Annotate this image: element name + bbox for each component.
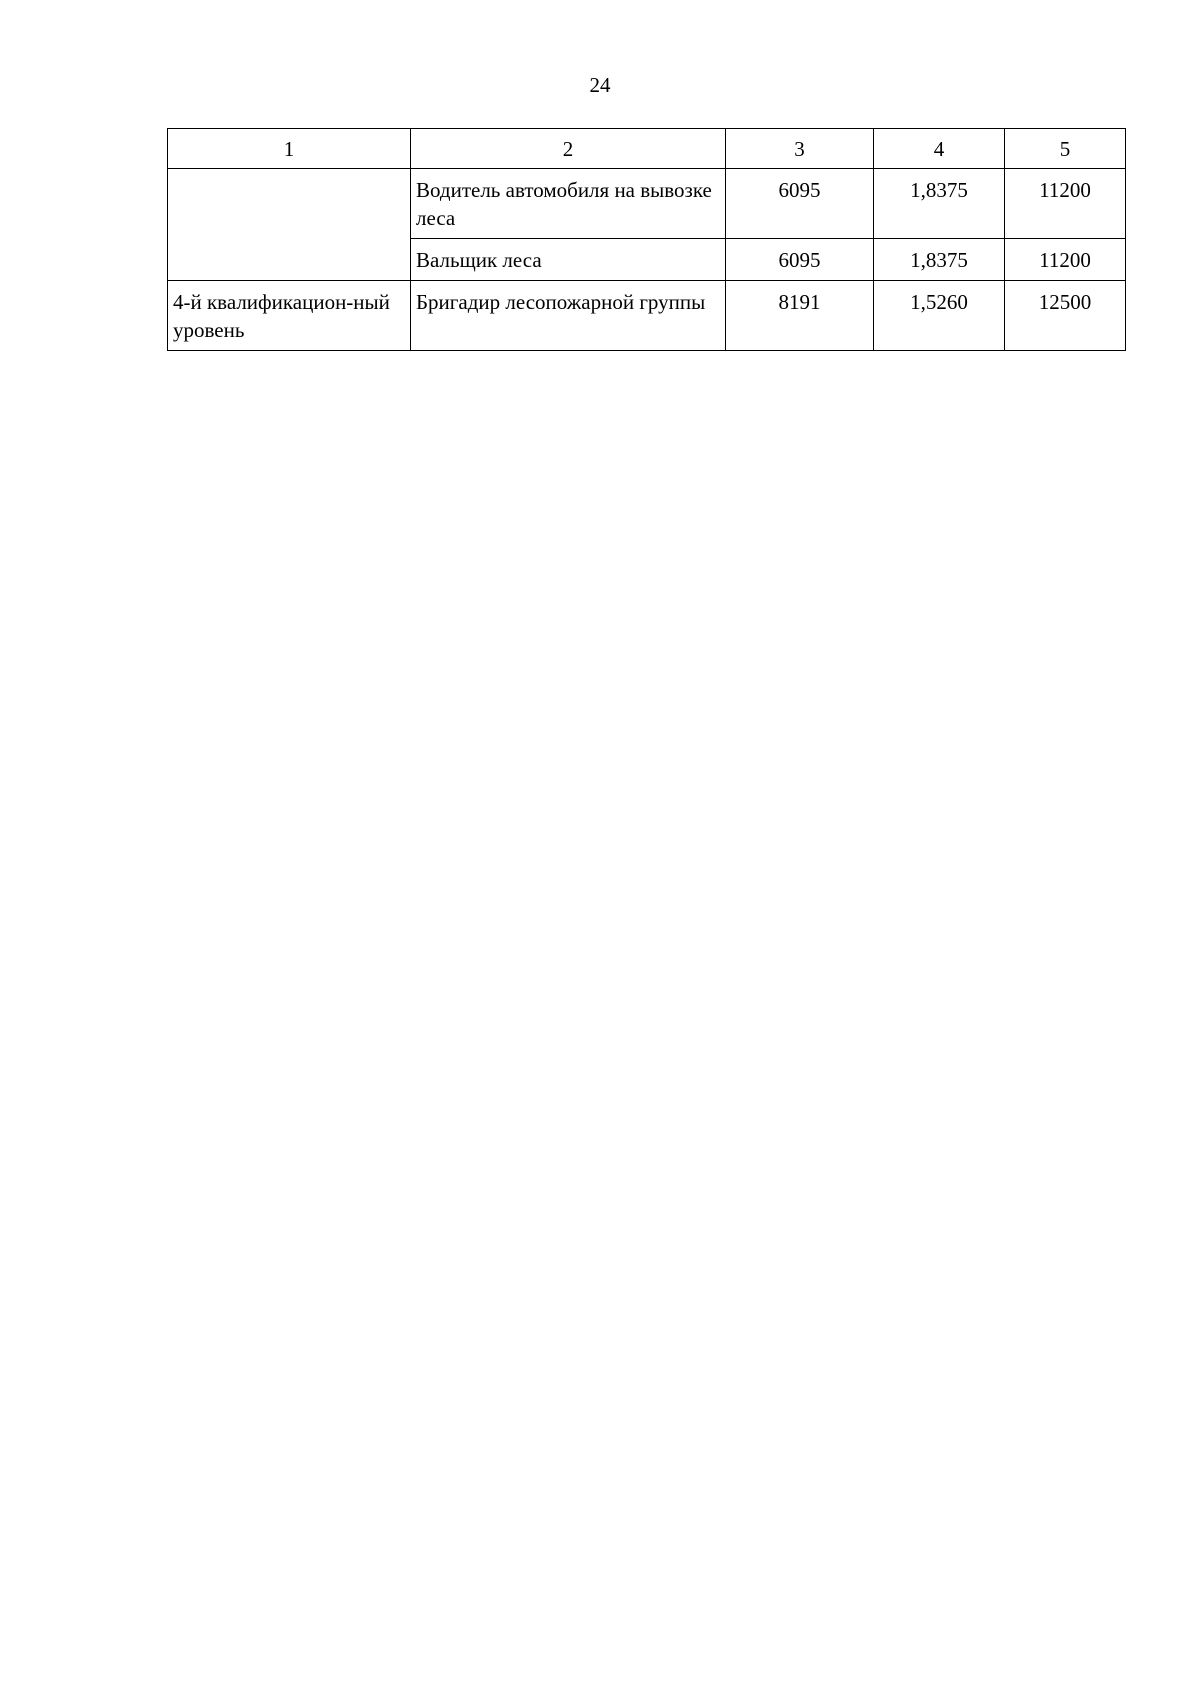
header-cell-4: 4: [874, 129, 1005, 169]
value-cell-4: 1,5260: [874, 281, 1005, 351]
qualification-level-cell: [168, 169, 411, 281]
value-cell-5: 12500: [1005, 281, 1126, 351]
position-cell: Водитель автомобиля на вывозке леса: [411, 169, 726, 239]
table-row: [168, 169, 1126, 239]
header-cell-2: 2: [411, 129, 726, 169]
value-cell-4: 1,8375: [874, 239, 1005, 281]
header-cell-1: 1: [168, 129, 411, 169]
position-cell: Бригадир лесопожарной группы: [411, 281, 726, 351]
page-number: 24: [589, 73, 611, 97]
position-cell: Вальщик леса: [411, 239, 726, 281]
value-cell-3: 8191: [726, 281, 874, 351]
table-row: [168, 281, 1126, 351]
data-table: [167, 128, 1126, 351]
header-cell-3: 3: [726, 129, 874, 169]
value-cell-5: 11200: [1005, 169, 1126, 239]
value-cell-4: 1,8375: [874, 169, 1005, 239]
header-cell-5: 5: [1005, 129, 1126, 169]
value-cell-5: 11200: [1005, 239, 1126, 281]
qualification-level-cell: 4-й квалификацион-ный уровень: [168, 281, 411, 351]
table-header-row: [168, 129, 1126, 169]
value-cell-3: 6095: [726, 169, 874, 239]
value-cell-3: 6095: [726, 239, 874, 281]
